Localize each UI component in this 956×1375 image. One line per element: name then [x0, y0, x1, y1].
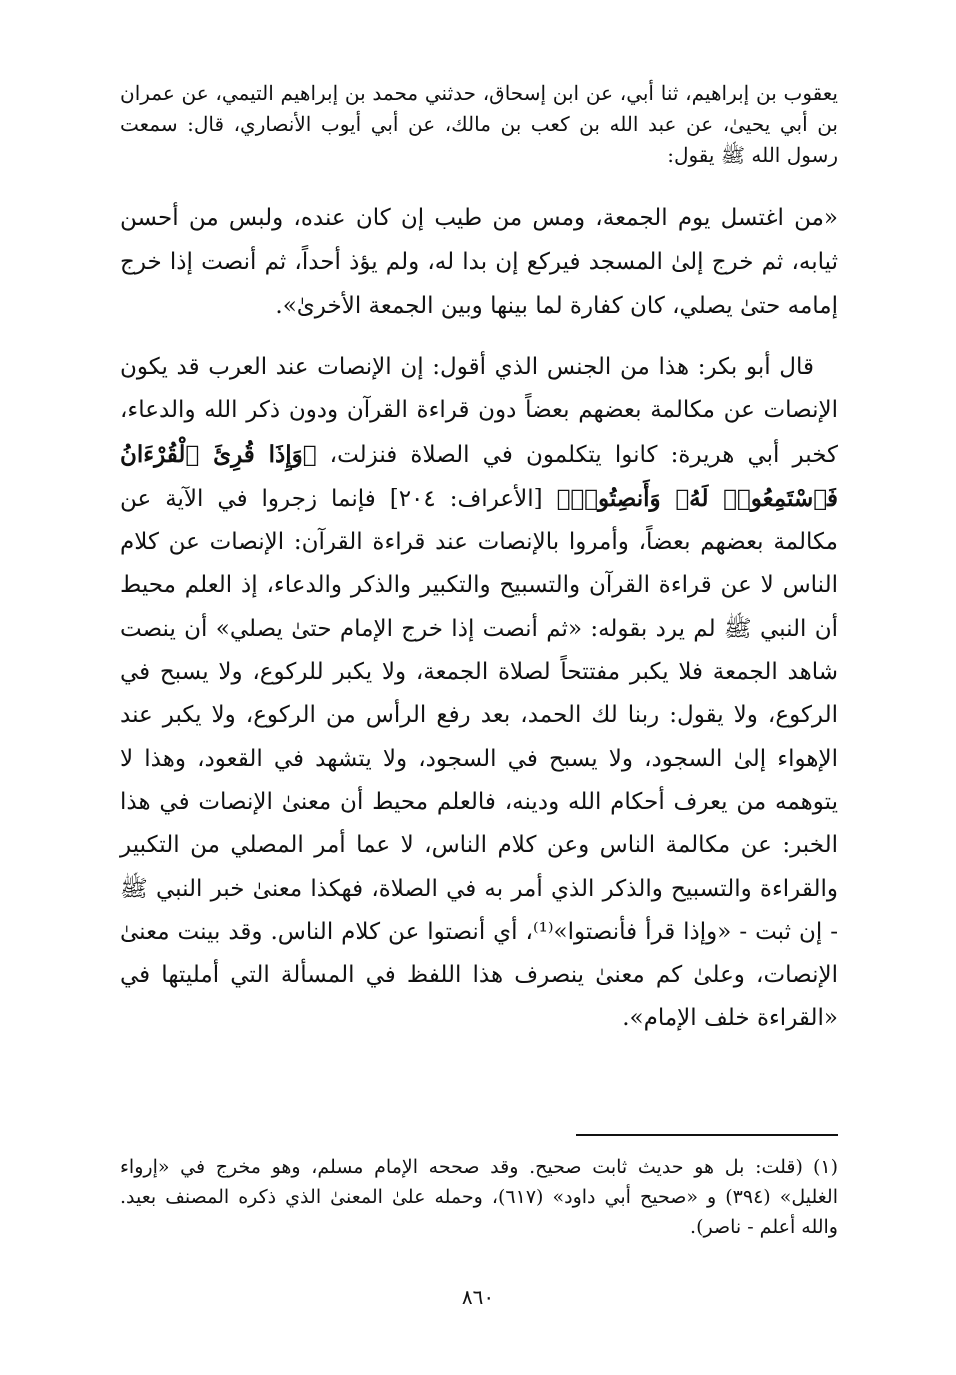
hadith-paragraph — [120, 196, 838, 328]
footnote-separator — [576, 1134, 838, 1136]
quran-verse: ﴿وَإِذَا قُرِئَ ٱلْقُرْءَانُ فَٱسْتَمِعُوا۟ لَهُۥ وَأَنصِتُوا۟﴾ — [120, 440, 839, 512]
footnote-marker: (١) — [812, 1156, 838, 1178]
commentary-part-1: قال أبو بكر: هذا من الجنس الذي أقول: إن الإنصات عند العرب قد يكون الإنصات عن مكالمة بعضهم بعضاً دون قراءة القرآن ودون ذكر الله والدعاء، كخبر أبي هريرة: كانوا يتكلمون في الصلاة فنزلت، — [120, 354, 839, 468]
hadith-text: «من اغتسل يوم الجمعة، ومس من طيب إن كان عنده، ولبس من أحسن ثيابه، ثم خرج إلىٰ المسجد فيركع إن بدا له، ولم يؤذ أحداً، ثم أنصت إذا خرج إمامه حتىٰ يصلي، كان كفارة لما بينها وبين الجمعة الأخرىٰ». — [120, 205, 838, 319]
commentary-paragraph — [120, 346, 838, 1041]
footnote-text: (قلت: بل هو حديث ثابت صحيح. وقد صححه الإمام مسلم، وهو مخرج في «إرواء الغليل» (٣٩٤) و «صحيح أبي داود» (٦١٧)، وحمله علىٰ المعنىٰ الذي ذكره المصنف بعيد. والله أعلم - ناصر). — [120, 1156, 838, 1238]
commentary-part-2: [الأعراف: ٢٠٤] فإنما زجروا في الآية عن مكالمة بعضهم بعضاً، وأمروا بالإنصات عند قراءة القرآن: الإنصات عن كلام الناس لا عن قراءة القرآن والتسبيح والتكبير والذكر والدعاء، إذ العلم محيط أن النبي ﷺ لم يرد بقوله: «ثم أنصت إذا خرج الإمام حتىٰ يصلي» أن ينصت شاهد الجمعة فلا يكبر مفتتحاً لصلاة الجمعة، ولا يكبر للركوع، ولا يسبح في الركوع، ولا يقول: ربنا لك الحمد، بعد رفع الرأس من الركوع، ولا يكبر عند الإهواء إلىٰ السجود، ولا يسبح في السجود، ولا يتشهد في القعود، وهذا لا يتوهمه من يعرف أحكام الله ودينه، فالعلم محيط أن معنىٰ الإنصات في هذا الخبر: عن مكالمة الناس وعن كلام الناس، لا عما أمر المصلي من التكبير والقراءة والتسبيح والذكر الذي أمر به في الصلاة، فهكذا معنىٰ خبر النبي ﷺ - إن ثبت - «وإذا قرأ فأنصتوا»⁽¹⁾، أي أنصتوا عن كلام الناس. وقد بينت معنىٰ الإنصات، وعلىٰ كم معنىٰ ينصرف هذا اللفظ في المسألة التي أمليتها في «القراءة خلف الإمام». — [120, 485, 838, 1032]
footnote-item — [120, 1152, 838, 1242]
commentary-text — [120, 346, 838, 1041]
isnad-paragraph — [120, 78, 838, 171]
isnad-text: يعقوب بن إبراهيم، ثنا أبي، عن ابن إسحاق، حدثني محمد بن إبراهيم التيمي، عن عمران بن أبي يحيىٰ، عن عبد الله بن كعب بن مالك، عن أبي أيوب الأنصاري، قال: سمعت رسول الله ﷺ يقول: — [120, 81, 838, 167]
footnotes — [120, 1152, 838, 1242]
page-number: ٨٦٠ — [461, 1285, 495, 1309]
